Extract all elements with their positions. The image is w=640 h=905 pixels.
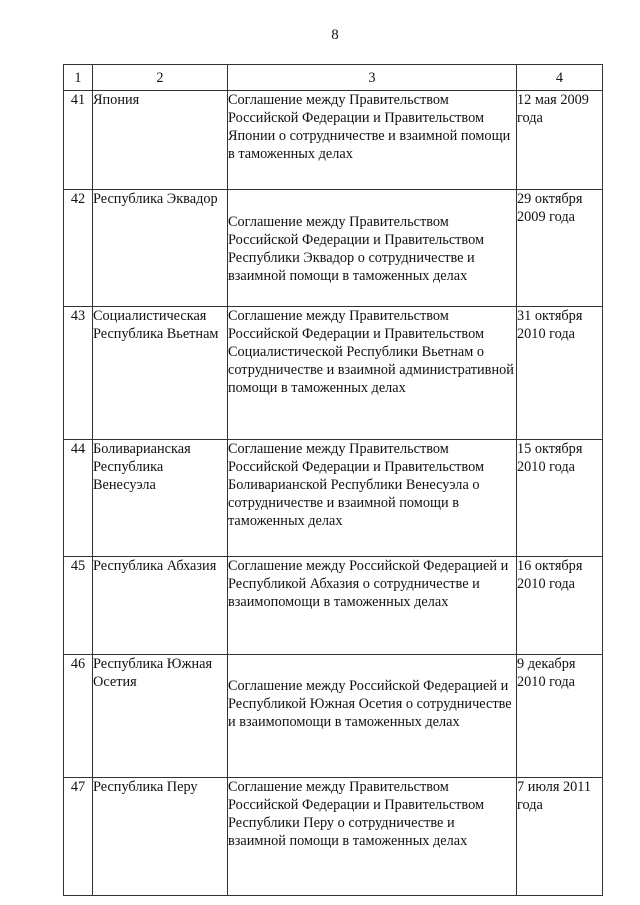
row-date: 12 мая 2009 года [517,91,603,190]
row-agreement: Соглашение между Правительством Российской Федерации и Правительством Республики Эквадор о сотрудничестве и взаимной помощи в таможенных делах [228,190,517,307]
row-agreement: Соглашение между Правительством Российской Федерации и Правительством Боливарианской Республики Венесуэла о сотрудничестве и взаимной помощи в таможенных делах [228,440,517,557]
column-header-number: 1 [64,65,93,91]
table-row [64,778,603,896]
row-agreement: Соглашение между Правительством Российской Федерации и Правительством Социалистической Республики Вьетнам о сотрудничестве и взаимной административной помощи в таможенных делах [228,307,517,440]
column-header-agreement: 3 [228,65,517,91]
row-country: Социалистическая Республика Вьетнам [93,307,228,440]
row-date: 7 июля 2011 года [517,778,603,896]
table-row [64,557,603,655]
table-header-row [64,65,603,91]
row-country: Япония [93,91,228,190]
column-header-date: 4 [517,65,603,91]
row-number: 46 [64,655,93,778]
row-number: 41 [64,91,93,190]
row-country: Республика Южная Осетия [93,655,228,778]
row-number: 42 [64,190,93,307]
treaties-table [63,64,603,896]
table-row [64,190,603,307]
page-number: 8 [331,27,339,43]
row-country: Республика Эквадор [93,190,228,307]
row-country: Республика Абхазия [93,557,228,655]
row-country: Боливарианская Республика Венесуэла [93,440,228,557]
table-row [64,91,603,190]
row-date: 15 октября 2010 года [517,440,603,557]
column-header-country: 2 [93,65,228,91]
row-date: 31 октября 2010 года [517,307,603,440]
row-number: 44 [64,440,93,557]
row-agreement: Соглашение между Правительством Российской Федерации и Правительством Японии о сотрудничестве и взаимной помощи в таможенных делах [228,91,517,190]
row-number: 43 [64,307,93,440]
row-agreement: Соглашение между Российской Федерацией и Республикой Южная Осетия о сотрудничестве и взаимопомощи в таможенных делах [228,655,517,778]
row-date: 9 декабря 2010 года [517,655,603,778]
table-row [64,655,603,778]
row-number: 47 [64,778,93,896]
row-date: 29 октября 2009 года [517,190,603,307]
row-country: Республика Перу [93,778,228,896]
row-number: 45 [64,557,93,655]
row-date: 16 октября 2010 года [517,557,603,655]
table-row [64,307,603,440]
row-agreement: Соглашение между Правительством Российской Федерации и Правительством Республики Перу о сотрудничестве и взаимной помощи в таможенных делах [228,778,517,896]
table-row [64,440,603,557]
row-agreement: Соглашение между Российской Федерацией и Республикой Абхазия о сотрудничестве и взаимопомощи в таможенных делах [228,557,517,655]
